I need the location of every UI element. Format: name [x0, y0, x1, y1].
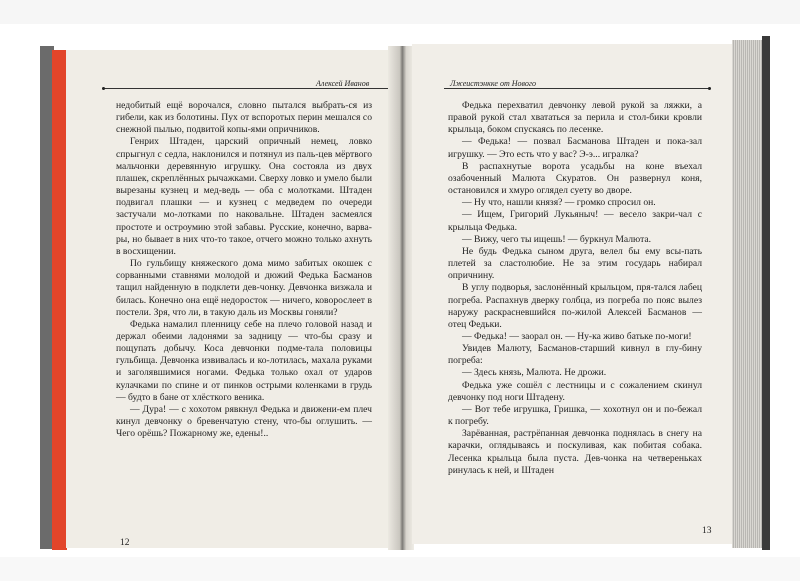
background-bottom	[0, 557, 800, 581]
page-number-left: 12	[120, 538, 130, 548]
paragraph: — Федька! — заорал он. — Ну-ка живо батьке по-моги!	[462, 330, 692, 342]
right-page-text	[448, 100, 702, 477]
header-dot-left	[102, 87, 105, 90]
paragraph: — Дура! — с хохотом рявкнул Федька и движени-ем плеч кинул девчонку о бревенчатую стену, что-бы оглушить. — Чего орёшь? Пожарному же, едены!..	[116, 403, 372, 440]
header-dot-right	[708, 87, 711, 90]
paragraph: Не будь Федька сыном друга, велел бы ему всы-пать плетей за сластолюбие. Не за этим государь набирал опричнину.	[448, 245, 702, 282]
paragraph: Увидев Малюту, Басманов-старший кивнул в глу-бину погреба:	[448, 343, 702, 367]
page-stack-edge	[732, 40, 762, 548]
running-header-left: Алексей Иванов	[316, 79, 370, 88]
paragraph: Федька перехватил девчонку левой рукой за ляжки, а правой рукой стал хвататься за перила и стол-бики кровли крыльца, боком спускаясь по лесенке.	[448, 100, 702, 136]
page-number-right: 13	[702, 526, 712, 536]
paragraph: недобитый ещё ворочался, словно пытался выбрать-ся из гибели, как из болотины. Пух от вспоротых перин мешался со снежной пылью, подвитой копы-ями опричников.	[116, 100, 372, 136]
paragraph: — Вот тебе игрушка, Гришка, — хохотнул он и по-бежал к погребу.	[448, 403, 702, 428]
left-page-text	[116, 100, 372, 440]
paragraph: В углу подворья, заслонённый крыльцом, пря-тался лабец погреба. Распахнув дверку голбца, из погреба по пояс вылез наружу раскрасневшийся по-жилой Алексей Басманов — отец Федьки.	[448, 282, 702, 330]
paragraph: — Вижу, чего ты ищешь! — буркнул Малюта.	[462, 233, 652, 245]
paragraph: — Федька! — позвал Басманова Штаден и пока-зал игрушку. — Это есть что у вас? Э-э... игралка?	[448, 136, 702, 160]
header-rule-right	[444, 88, 710, 89]
background-top	[0, 0, 800, 24]
paragraph: Федька намалил пленницу себе на плечо головой назад и держал обеими ладонями за задницу — что-бы сразу и пощупать добычу. Коса девчонки подме-тала половицы гульбища. Девчонка извивалась и ко-лотилась, махала руками и заголявшимися ногами. Федька только охал от ударов кулачками по спине и от пинков острыми коленками в грудь — будто в бане от хлёсткого веника.	[116, 318, 372, 403]
paragraph: — Ну что, нашли князя? — громко спросил он.	[462, 197, 656, 209]
left-page	[66, 50, 396, 548]
paragraph: Зарёванная, растрёпанная девчонка поднялась в снегу на карачки, оглядываясь и поскуливая, как побитая собака. Лесенка крыльца была пуста. Дев-чонка на четвереньках ринулась к ней, и Штаден	[448, 428, 702, 476]
right-page	[412, 44, 732, 544]
book-gutter	[388, 46, 414, 550]
paragraph: Генрих Штаден, царский опричный немец, ловко спрыгнул с седла, наклонился и потянул из паль-цев мёртвого мальчонки деревянную игрушку. Она состояла из двух плашек, скреплённых рычажками. Сверху ловко и умело были вырезаны кузнец и мед-ведь — оба с молотками. Штаден подвигал плашки — и кузнец с медведем по очереди застучали мо-лотками по наковальне. Штаден засмеялся простоте и остроумию этой забавы. Русские, конечно, варва-ры, но бывает в них что-то такое, отчего можно только ахнуть в восхищении.	[116, 136, 372, 257]
book-red-cover-edge	[52, 50, 67, 550]
paragraph: — Здесь князь, Малюта. Не дрожи.	[462, 367, 607, 379]
header-rule-left	[104, 88, 396, 89]
book-cover-right	[762, 36, 770, 550]
paragraph: — Ищем, Григорий Лукьяныч! — весело закри-чал с крыльца Федька.	[448, 209, 702, 233]
paragraph: Федька уже сошёл с лестницы и с сожалением скинул девчонку под ноги Штадену.	[448, 379, 702, 403]
paragraph: В распахнутые ворота усадьбы на коне въехал озабоченный Малюта Скуратов. Он развернул коня, остановился и хмуро оглядел суету во дворе.	[448, 160, 702, 197]
running-header-right: Лжеистэнкке от Нового	[450, 79, 537, 88]
paragraph: По гульбищу княжеского дома мимо забитых окошек с сорванными ставнями молодой и дюжий Федька Басманов тащил найденную в подклети дев-чонку. Девчонка визжала и билась. Конечно она ещё недоросток — ничего, коворослеет в постели. Зря, что ли, в такую даль из Москвы гоняли?	[116, 258, 372, 318]
